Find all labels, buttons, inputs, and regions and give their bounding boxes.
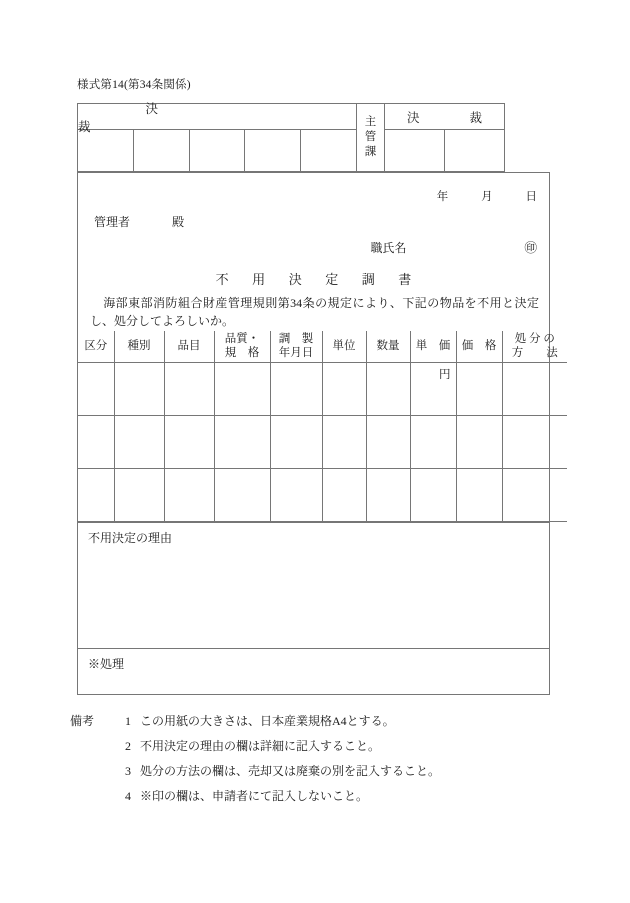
honorific-label: 殿 <box>172 215 185 229</box>
cell-tanka[interactable] <box>410 415 456 468</box>
cell-hinmoku[interactable] <box>164 468 214 521</box>
cell-shobun-no-hoho[interactable] <box>502 415 567 468</box>
remarks-block <box>70 712 570 812</box>
addressee-label: 管理者 <box>94 215 131 229</box>
seal-icon: ㊞ <box>524 241 537 255</box>
reason-section[interactable] <box>78 522 549 649</box>
cell-tani[interactable] <box>322 415 366 468</box>
remarks-text: この用紙の大きさは、日本産業規格A4とする。 <box>140 714 395 728</box>
cell-kakaku[interactable] <box>456 362 502 415</box>
kanri-ka-char-3: 課 <box>364 146 377 159</box>
cell-shobun-no-hoho[interactable] <box>502 468 567 521</box>
process-label: ※処理 <box>88 656 125 671</box>
cell-tani[interactable] <box>322 468 366 521</box>
day-label: 日 <box>525 191 537 203</box>
cell-kakaku[interactable] <box>456 415 502 468</box>
yen-unit-label: 円 <box>439 368 451 381</box>
remarks-text: ※印の欄は、申請者にて記入しないこと。 <box>140 789 369 803</box>
goods-table <box>78 331 567 522</box>
kanri-ka-char-2: 管 <box>364 130 377 143</box>
kanri-ka-label <box>357 103 385 172</box>
column-header-kakaku: 価 格 <box>456 331 502 362</box>
column-header-kubun: 区分 <box>78 331 114 362</box>
year-label: 年 <box>436 191 449 203</box>
approval-signature-cell[interactable] <box>245 130 301 172</box>
column-header-chosei-nengappi: 調 製 年月日 <box>270 331 322 362</box>
month-label: 月 <box>481 191 493 203</box>
remarks-number: 2 <box>125 739 131 753</box>
lead-line-1: 海部東部消防組合財産管理規則第34条の規定により、下記の物品を不用と決定し、処分 <box>90 296 539 329</box>
column-header-suryo: 数量 <box>366 331 410 362</box>
approval-left-signature-cells <box>78 130 356 172</box>
approval-right-signature-cells <box>385 130 504 172</box>
goods-table-header-row <box>78 331 567 362</box>
column-header-shobun-no-hoho: 処 分 の 方 法 <box>502 331 567 362</box>
table-row <box>78 362 567 415</box>
approval-block <box>77 101 501 172</box>
approval-signature-cell[interactable] <box>445 130 504 172</box>
approval-signature-cell[interactable] <box>134 130 190 172</box>
cell-chosei-nengappi[interactable] <box>270 415 322 468</box>
cell-kakaku[interactable] <box>456 468 502 521</box>
table-row <box>78 415 567 468</box>
remarks-item <box>70 737 570 762</box>
addressee-line <box>94 213 184 230</box>
main-form-body <box>77 172 558 695</box>
column-header-shubetsu: 種別 <box>114 331 164 362</box>
signer-line <box>370 238 537 256</box>
cell-hinshitsu-kikaku[interactable] <box>214 362 270 415</box>
remarks-item <box>70 762 570 787</box>
cell-chosei-nengappi[interactable] <box>270 468 322 521</box>
cell-shobun-no-hoho[interactable] <box>502 362 567 415</box>
cell-hinshitsu-kikaku[interactable] <box>214 415 270 468</box>
approval-signature-cell[interactable] <box>78 130 134 172</box>
cell-shubetsu[interactable] <box>114 415 164 468</box>
approval-signature-cell[interactable] <box>301 130 356 172</box>
column-header-tanka: 単 価 <box>410 331 456 362</box>
approval-signature-cell[interactable] <box>385 130 445 172</box>
approval-signature-cell[interactable] <box>190 130 246 172</box>
column-header-hinshitsu-kikaku: 品質・ 規 格 <box>214 331 270 362</box>
intro-section <box>78 173 549 331</box>
remarks-tag: 備考 <box>70 714 95 728</box>
cell-tani[interactable] <box>322 362 366 415</box>
process-section[interactable] <box>78 649 549 695</box>
lead-line-2: してよろしいか。 <box>138 314 235 329</box>
form-number: 様式第14(第34条関係) <box>77 79 191 91</box>
kanri-ka-char-1: 主 <box>364 115 377 128</box>
approval-right-header: 決 裁 <box>385 104 504 130</box>
cell-hinmoku[interactable] <box>164 362 214 415</box>
cell-suryo[interactable] <box>366 468 410 521</box>
column-header-tani: 単位 <box>322 331 366 362</box>
cell-suryo[interactable] <box>366 362 410 415</box>
cell-hinmoku[interactable] <box>164 415 214 468</box>
approval-left-table <box>77 103 357 172</box>
column-header-hinmoku: 品目 <box>164 331 214 362</box>
remarks-text: 処分の方法の欄は、売却又は廃棄の別を記入すること。 <box>140 764 441 778</box>
approval-right-table <box>385 103 505 172</box>
cell-kubun[interactable] <box>78 468 114 521</box>
remarks-number: 3 <box>125 764 131 778</box>
page-title: 不 用 決 定 調 書 <box>215 272 422 287</box>
reason-label: 不用決定の理由 <box>88 530 173 545</box>
date-line <box>437 188 537 204</box>
cell-suryo[interactable] <box>366 415 410 468</box>
cell-tanka[interactable] <box>410 468 456 521</box>
remarks-number: 1 <box>125 714 131 728</box>
signer-label: 職氏名 <box>370 241 407 255</box>
cell-shubetsu[interactable] <box>114 468 164 521</box>
remarks-number: 4 <box>125 789 131 803</box>
cell-hinshitsu-kikaku[interactable] <box>214 468 270 521</box>
table-row <box>78 468 567 521</box>
cell-tanka[interactable] <box>410 362 456 415</box>
remarks-item <box>70 712 570 737</box>
approval-left-header: 決 裁 <box>78 104 356 130</box>
cell-kubun[interactable] <box>78 415 114 468</box>
cell-shubetsu[interactable] <box>114 362 164 415</box>
cell-kubun[interactable] <box>78 362 114 415</box>
cell-chosei-nengappi[interactable] <box>270 362 322 415</box>
remarks-item <box>70 787 570 812</box>
remarks-text: 不用決定の理由の欄は詳細に記入すること。 <box>140 739 381 753</box>
lead-paragraph <box>90 294 539 330</box>
